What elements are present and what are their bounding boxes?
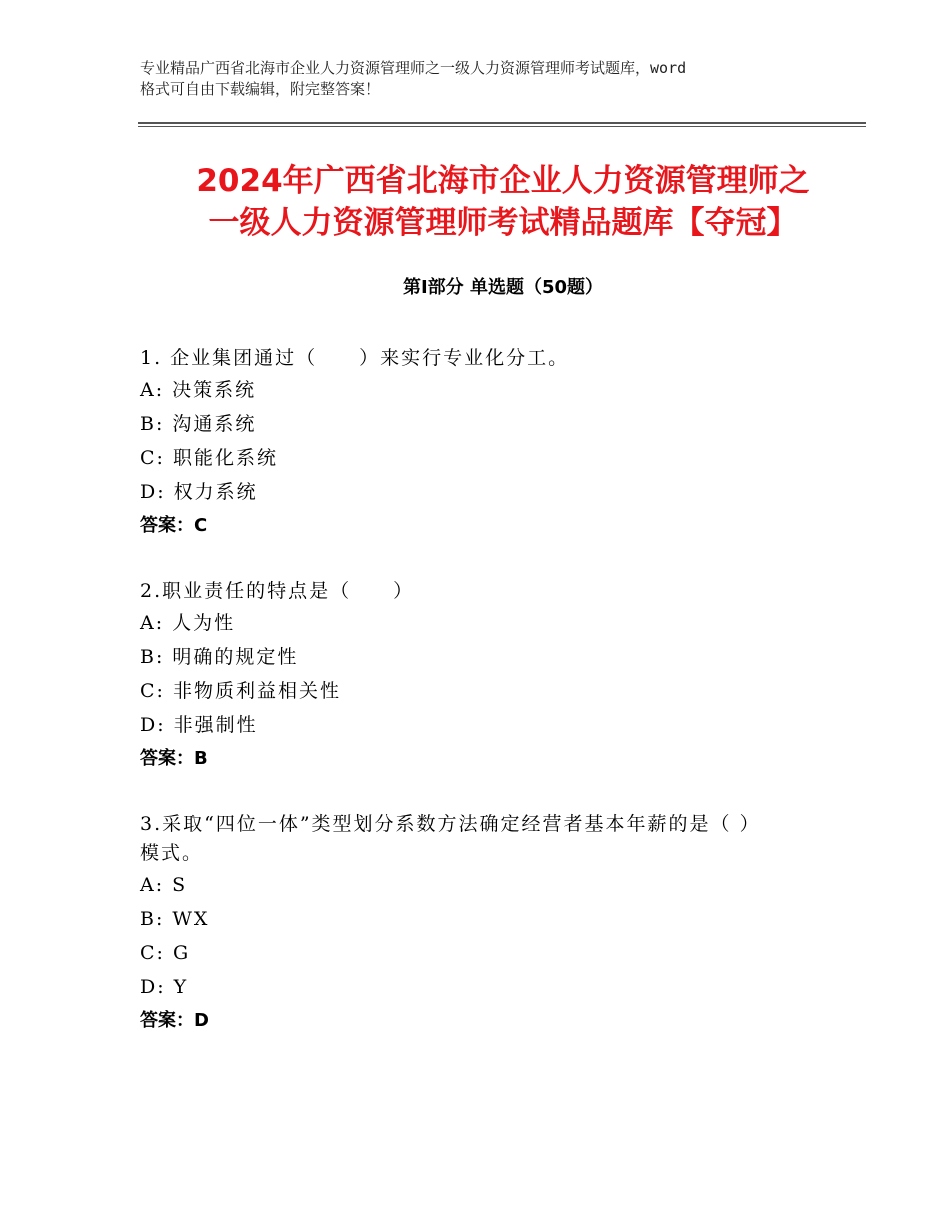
option-b: B: 沟通系统 — [140, 413, 257, 435]
header-note — [140, 58, 830, 100]
header-note-line2: 格式可自由下载编辑，附完整答案！ — [140, 80, 381, 98]
document-title-line2: 一级人力资源管理师考试精品题库【夺冠】 — [208, 205, 798, 241]
option-a: A: 人为性 — [140, 612, 236, 634]
option-b: B: WX — [140, 908, 210, 930]
question-list — [140, 344, 830, 1072]
option-d: D: 非强制性 — [140, 714, 258, 736]
question-3 — [140, 810, 830, 1038]
question-2 — [140, 577, 830, 776]
answer-label: 答案：B — [140, 748, 208, 769]
question-stem: 2.职业责任的特点是（ ） — [140, 580, 415, 602]
header-divider — [138, 122, 866, 127]
document-title-line1: 2024年广西省北海市企业人力资源管理师之 — [196, 163, 810, 199]
question-stem: 1. 企业集团通过（ ）来实行专业化分工。 — [140, 347, 570, 369]
question-stem: 3.采取“四位一体”类型划分系数方法确定经营者基本年薪的是（ ） — [140, 813, 761, 835]
answer-label: 答案：C — [140, 515, 208, 536]
question-stem-continued: 模式。 — [140, 842, 204, 864]
option-d: D: Y — [140, 976, 189, 998]
header-note-line1: 专业精品广西省北海市企业人力资源管理师之一级人力资源管理师考试题库，word — [140, 59, 687, 77]
option-c: C: 非物质利益相关性 — [140, 680, 341, 702]
question-1 — [140, 344, 830, 543]
answer-label: 答案：D — [140, 1010, 209, 1031]
document-title — [138, 160, 868, 244]
option-c: C: G — [140, 942, 191, 964]
option-c: C: 职能化系统 — [140, 447, 278, 469]
option-d: D: 权力系统 — [140, 481, 258, 503]
section-title: 第Ⅰ部分 单选题（50题） — [402, 277, 603, 298]
option-a: A: 决策系统 — [140, 379, 257, 401]
option-a: A: S — [140, 874, 188, 896]
option-b: B: 明确的规定性 — [140, 646, 299, 668]
